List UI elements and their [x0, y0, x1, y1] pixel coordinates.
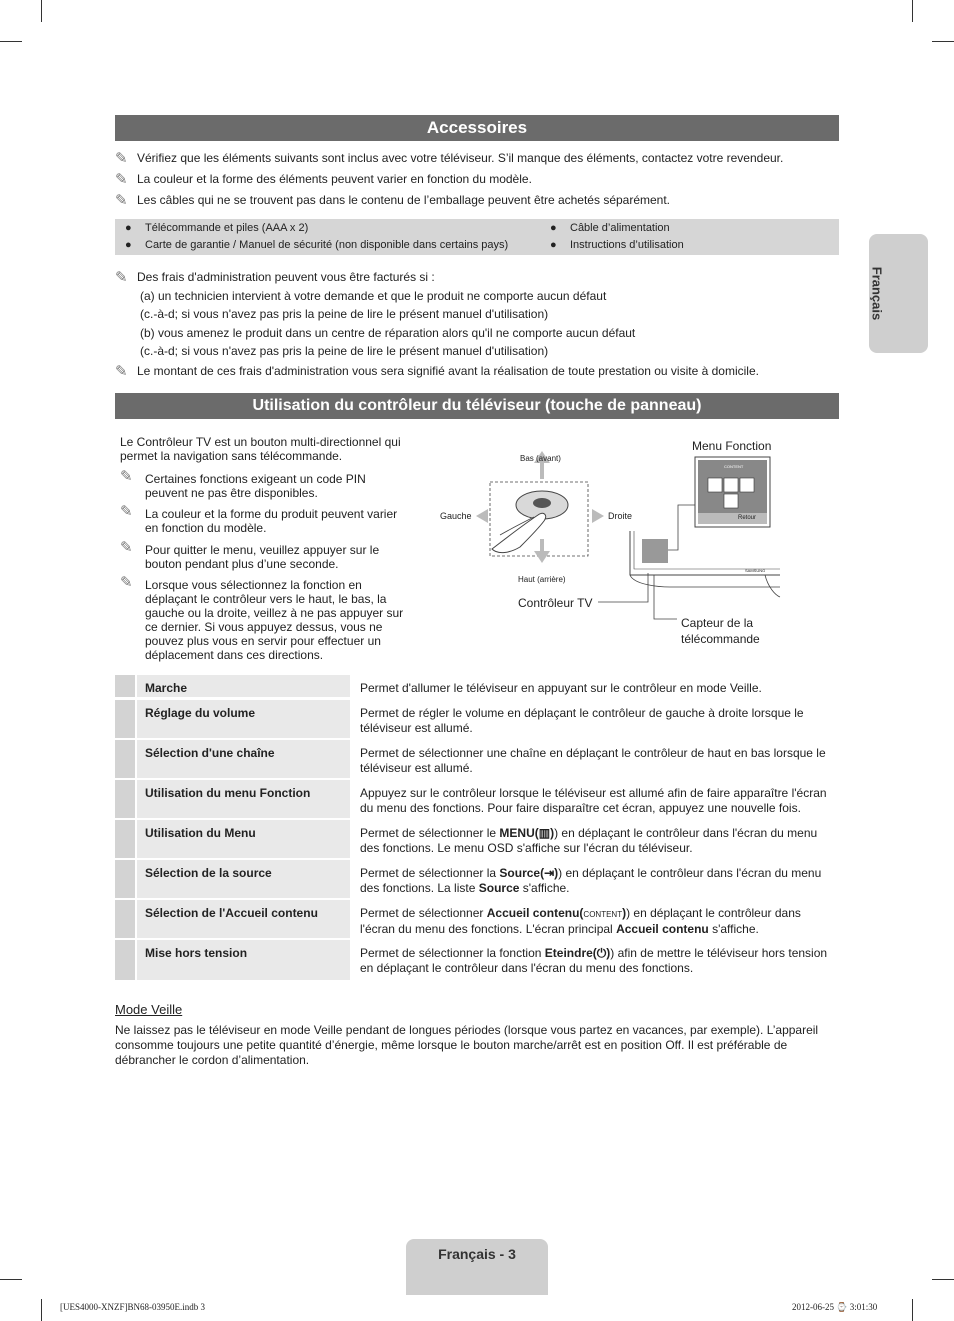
row-desc: Appuyez sur le contrôleur lorsque le téléviseur est allumé afin de faire apparaître l'écran du menu des fonctions. Pour faire disparaître cet écran, appuyez une nouvelle fois. [360, 786, 827, 815]
note-icon: ✎ [120, 539, 133, 556]
note: ✎ Vérifiez que les éléments suivants sont inclus avec votre téléviseur. S’il manque des éléments, contactez votre revendeur. [115, 150, 784, 167]
accessory-item: Câble d’alimentation [570, 222, 670, 234]
crop-mark [0, 41, 22, 42]
row-label: Réglage du volume [137, 700, 350, 738]
label-left: Gauche [440, 511, 472, 521]
note-icon: ✎ [120, 503, 133, 520]
bullet: ● [550, 222, 557, 234]
label-brand: SAMSUNG [745, 568, 766, 573]
label-up: Bas (avant) [520, 454, 561, 463]
accessory-item: Carte de garantie / Manuel de sécurité (non disponible dans certains pays) [145, 239, 509, 251]
tv-base [630, 575, 780, 587]
menu-icon-source [740, 478, 754, 492]
language-side-tab: Français [869, 234, 928, 353]
note: ✎ Le montant de ces frais d'administration vous sera signifié avant la réalisation de toute prestation ou visite à domicile. [115, 363, 759, 380]
bullet: ● [125, 239, 132, 251]
file-info: [UES4000-XNZF]BN68-03950E.indb 3 [60, 1302, 205, 1312]
arrow-down-head [534, 551, 550, 563]
menu-panel-footer [698, 513, 767, 524]
row-marker [115, 900, 135, 938]
label-down: Haut (arrière) [518, 575, 566, 584]
sensor-area [642, 539, 668, 563]
note-icon: ✎ [120, 574, 133, 591]
content-icon: CONTENT [583, 910, 623, 919]
arrow-left-head [476, 509, 488, 523]
menu-icon-menu [708, 478, 722, 492]
row-marker [115, 740, 135, 778]
row-label: Utilisation du Menu [137, 820, 350, 858]
crop-mark [0, 1279, 22, 1280]
row-desc: Permet de régler le volume en déplaçant le contrôleur de gauche à droite lorsque le téléviseur est allumé. [360, 706, 804, 735]
note: ✎ Les câbles qui ne se trouvent pas dans le contenu de l’emballage peuvent être achetés séparément. [115, 192, 671, 209]
note-icon: ✎ [115, 363, 128, 380]
bullet: ● [550, 239, 557, 251]
leader-line [654, 575, 677, 619]
arrow-right-head [592, 509, 604, 523]
section-title-accessoires: Accessoires [115, 115, 839, 141]
intro-text: Le Contrôleur TV est un bouton multi-directionnel qui permet la navigation sans télécommande. [120, 435, 401, 463]
standby-title: Mode Veille [115, 1002, 183, 1017]
note: ✎ Pour quitter le menu, veuillez appuyer sur le bouton pendant plus d’une seconde. [120, 539, 380, 571]
row-marker [115, 820, 135, 858]
label-right: Droite [608, 511, 633, 521]
accessories-box [115, 219, 839, 255]
row-label: Sélection de la source [137, 860, 350, 898]
tv-stand [765, 575, 780, 597]
row-desc: Permet de sélectionner le MENU(▥)) en déplaçant le contrôleur dans l'écran du menu des fonctions. Le menu OSD s'affiche sur l'écran du téléviseur. [360, 826, 818, 855]
controller-diagram [430, 435, 790, 655]
row-desc: Permet d'allumer le téléviseur en appuyant sur le contrôleur en mode Veille. [360, 681, 762, 695]
note: ✎ Certaines fonctions exigeant un code PIN peuvent ne pas être disponibles. [120, 468, 366, 500]
source-icon: ⇥ [544, 866, 555, 880]
row-label: Mise hors tension [137, 940, 350, 980]
note-icon: ✎ [115, 171, 128, 188]
clock-icon: ⌚ [836, 1302, 848, 1312]
label-menu-fonction: Menu Fonction [692, 439, 772, 453]
row-label: Utilisation du menu Fonction [137, 780, 350, 818]
crop-mark [912, 0, 913, 22]
row-marker [115, 860, 135, 898]
crop-mark [932, 41, 954, 42]
standby-text: Ne laissez pas le téléviseur en mode Veille pendant de longues périodes (lorsque vous partez en vacances, par exemple). L’appareil consomme toujours une petite quantité d’énergie, même lorsque le bouton marche/arrêt est en position Off. Il est préférable de débrancher le cordon d’alimentation. [115, 1023, 819, 1067]
note-icon: ✎ [115, 150, 128, 167]
note: ✎ Des frais d'administration peuvent vous être facturés si : [115, 269, 435, 286]
label-retour: Retour [738, 515, 757, 521]
row-desc: Permet de sélectionner la Source(⇥)) en déplaçant le contrôleur dans l'écran du menu des fonctions. La liste Source s'affiche. [360, 866, 822, 895]
note: ✎ Lorsque vous sélectionnez la fonction en déplaçant le contrôleur vers le haut, le bas, la gauche ou la droite, veillez à ne pas appuyer sur ce dernier. Si vous appuyez dessus, vous ne pouvez plus vous en servir pour effectuer un déplacement dans ces directions. [120, 574, 404, 662]
fee-item: (a) un technicien intervient à votre demande et que le produit ne comporte aucun défaut [140, 289, 607, 303]
row-marker [115, 780, 135, 818]
row-label: Sélection d'une chaîne [137, 740, 350, 778]
menu-icon-power [724, 494, 738, 508]
crop-mark [912, 1299, 913, 1321]
note: ✎ La couleur et la forme du produit peuvent varier en fonction du modèle. [120, 503, 398, 535]
page-number-tab [406, 1239, 548, 1295]
label-content: CONTENT [724, 464, 744, 469]
row-desc: Permet de sélectionner Accueil contenu(CONTENT)) en déplaçant le contrôleur dans l'écran du menu des fonctions. L'écran principal Accueil contenu s'affiche. [360, 906, 801, 936]
row-label: Sélection de l'Accueil contenu [137, 900, 350, 938]
crop-mark [41, 0, 42, 22]
controller-knob [533, 498, 551, 508]
note-icon: ✎ [115, 192, 128, 209]
row-desc: Permet de sélectionner une chaîne en déplaçant le contrôleur de haut en bas lorsque le téléviseur est allumé. [360, 746, 826, 775]
row-marker [115, 940, 135, 980]
print-date: 2012-06-25 ⌚ 3:01:30 [792, 1302, 878, 1312]
leader-line [668, 505, 695, 550]
fee-item: (c.-à-d; si vous n'avez pas pris la peine de lire le présent manuel d'utilisation) [140, 344, 549, 358]
fee-item: (b) vous amenez le produit dans un centre de réparation alors qu'il ne comporte aucun défaut [140, 326, 636, 340]
fee-item: (c.-à-d; si vous n'avez pas pris la peine de lire le présent manuel d'utilisation) [140, 307, 549, 321]
note: ✎ La couleur et la forme des éléments peuvent varier en fonction du modèle. [115, 171, 532, 188]
crop-mark [932, 1279, 954, 1280]
menu-icon: ▥ [538, 826, 551, 840]
leader-line [598, 573, 648, 602]
row-marker [115, 700, 135, 738]
row-desc: Permet de sélectionner la fonction Eteindre(⏻)) afin de mettre le téléviseur hors tension en déplaçant le contrôleur dans l'écran du menu des fonctions. [360, 946, 828, 975]
power-icon: ⏻ [596, 946, 607, 960]
menu-icon-return [724, 478, 738, 492]
bullet: ● [125, 222, 132, 234]
page-number: Français - 3 [438, 1246, 516, 1262]
note-icon: ✎ [115, 269, 128, 286]
label-controleur-tv: Contrôleur TV [518, 596, 593, 610]
section-title-controleur: Utilisation du contrôleur du téléviseur (touche de panneau) [115, 393, 839, 419]
label-capteur: Capteur de la télécommande [681, 616, 760, 646]
hand-illustration [492, 513, 546, 552]
accessory-item: Télécommande et piles (AAA x 2) [145, 222, 309, 234]
row-marker [115, 675, 135, 697]
note-icon: ✎ [120, 468, 133, 485]
accessory-item: Instructions d’utilisation [570, 239, 684, 251]
crop-mark [41, 1299, 42, 1321]
row-label: Marche [137, 675, 350, 697]
